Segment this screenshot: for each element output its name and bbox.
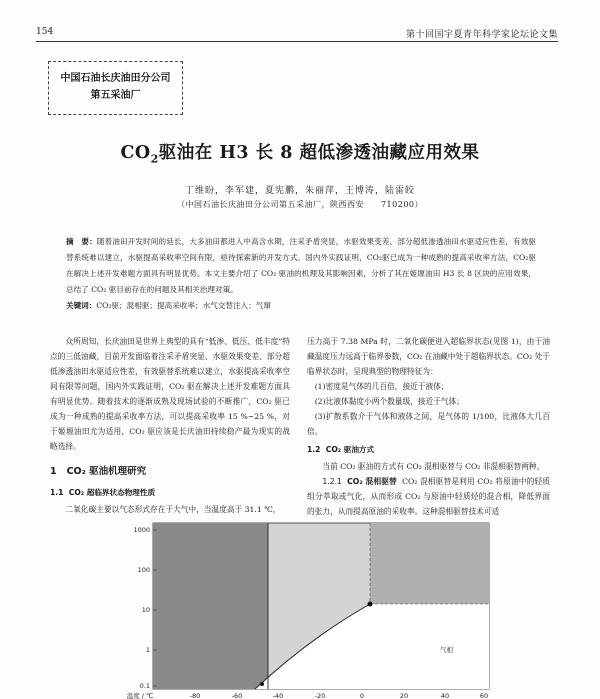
section-1-2-1-number: 1.2.1 <box>322 477 342 486</box>
x-tick-label: 0 <box>359 692 365 699</box>
abstract-label: 摘 要： <box>66 237 97 246</box>
triple-point <box>260 682 264 686</box>
section-1-2-1-text: CO₂ 混相驱替是利用 CO₂ 将原油中的轻质组分萃取或气化，从而形成 CO₂ 与原油中轻质烃的混合相，降低界面的张力，从而提高原油的采收率。这种混相驱替技术可适 <box>307 477 551 516</box>
x-axis-label: 温度 / ℃ <box>126 692 154 699</box>
phase-diagram-svg <box>40 518 560 699</box>
x-tick-label: -80 <box>189 692 201 699</box>
y-tick-label: 0.1 <box>139 682 150 690</box>
right-column <box>307 334 550 519</box>
section-1-1-title: CO₂ 超临界状态物理性质 <box>68 488 156 497</box>
section-1-2-heading <box>307 442 550 457</box>
co2-phase-diagram <box>40 518 560 699</box>
property-item-3: (3)扩散系数介于气体和液体之间，是气体的 1/100，比液体大几百倍。 <box>307 412 550 436</box>
intro-paragraph: 众所周知，长庆油田是世界上典型的具有“低渗、低压、低丰度”特点的三低油藏，目前开发面临着注采矛盾突显、水驱效果变差、部分超低渗透油田水驱适应性差，有效驱替系统难以建立，水驱提高采收率空间有限等问题，国内外实践证明，CO₂ 驱在解决上述开发难题方面具有明显优势。随着技术的逐渐成熟及现场试验的不断推广，CO₂ 驱已成为一种成熟的提高采收率方法，可以提高采收率 15 %~25 %，对于姬塬油田尤为适用，CO₂ 驱应该是长庆油田持续稳产最为现实的战略选择。 <box>50 337 290 451</box>
supercritical-region <box>370 523 489 604</box>
section-1-1-number: 1.1 <box>50 488 64 497</box>
running-title: 第十回国宇夏青年科学家论坛论文集 <box>405 30 558 40</box>
section-1-title: CO₂ 驱油机理研究 <box>66 466 147 477</box>
section-1-2-1-paragraph <box>307 474 550 519</box>
abstract <box>66 234 536 298</box>
affiliation-line-1: 中国石油长庆油田分公司 <box>60 73 171 84</box>
section-1-2-number: 1.2 <box>307 445 321 454</box>
gas-region-label: 气相 <box>440 646 453 654</box>
x-tick-label: -40 <box>272 692 284 699</box>
section-1-number: 1 <box>50 466 57 477</box>
x-tick-label: -20 <box>314 692 326 699</box>
abstract-text: 随着油田开发时间的延长，大多油田都进入中高含水期，注采矛盾突显，水驱效果变差，部分超低渗透油田水驱适应性差，有效驱替系统难以建立，水驱提高采收率空间有限，亟待探索新的开发方式。国内外实践证明，CO₂驱已成为一种成熟的提高采收率方法，CO₂驱在解决上述开发难题方面具有明显优势。本文主要介绍了 CO₂ 驱油的机理及其影响因素，分析了其在姬塬油田 H3 长 8 区块的应用效果，总结了 CO₂ 驱目前存在的问题及其相关治理对策。 <box>66 237 536 294</box>
paper-authors: 丁维盼，李军建，夏宪鹏，朱丽萍，王博涛，陆雷皎 <box>184 186 415 196</box>
section-1-heading <box>50 464 290 479</box>
section-1-1-paragraph: 二氧化碳主要以气态形式存在于大气中，当温度高于 31.1 ℃， <box>65 505 281 514</box>
page-number: 154 <box>36 27 54 37</box>
property-item-2: (2)比液体黏度小两个数量级，接近于气体； <box>314 397 464 406</box>
section-1-2-1-title: CO₂ 混相驱替 <box>347 477 397 486</box>
affiliation-box <box>48 61 183 115</box>
x-tick-label: 20 <box>399 692 409 699</box>
keywords-text: CO₂驱；混相驱；提高采收率；水气交替注入；气窜 <box>96 301 271 310</box>
left-column <box>50 334 290 517</box>
x-tick-label: 60 <box>479 692 489 699</box>
y-tick-label: 100 <box>137 566 150 574</box>
section-1-1-heading <box>50 485 290 500</box>
title-prefix: CO <box>120 143 151 163</box>
title-subscript: 2 <box>150 152 159 166</box>
section-1-2-paragraph: 当前 CO₂ 驱油的方式有 CO₂ 混相驱替与 CO₂ 非混相驱替两种。 <box>322 462 545 471</box>
keywords-label: 关键词： <box>66 301 97 310</box>
y-tick-label: 10 <box>141 606 150 614</box>
page-header <box>36 27 558 41</box>
y-tick-label: 1000 <box>133 526 150 534</box>
x-tick-label: 40 <box>440 692 450 699</box>
critical-point <box>368 602 373 607</box>
y-tick-label: 1 <box>145 646 150 654</box>
title-rest: 驱油在 H3 长 8 超低渗透油藏应用效果 <box>158 143 480 163</box>
x-tick-label: -60 <box>231 692 243 699</box>
paper-title <box>0 139 600 166</box>
affiliation-line-2: 第五采油厂 <box>90 90 141 101</box>
section-1-2-title: CO₂ 驱油方式 <box>325 445 375 454</box>
paper-organization: （中国石油长庆油田分公司第五采油厂，陕西西安 710200） <box>176 200 424 209</box>
supercritical-paragraph: 压力高于 7.38 MPa 时，二氧化碳便进入超临界状态(见图 1)，由于油藏温度压力远高于临界参数，CO₂ 在油藏中处于超临界状态。CO₂ 处于临界状态时，呈现典型的物理特征为： <box>307 337 550 376</box>
solid-region <box>153 523 268 689</box>
header-rule <box>36 41 558 42</box>
keywords <box>66 299 536 313</box>
property-item-1: (1)密度是气体的几百倍，接近于液体； <box>314 382 449 391</box>
